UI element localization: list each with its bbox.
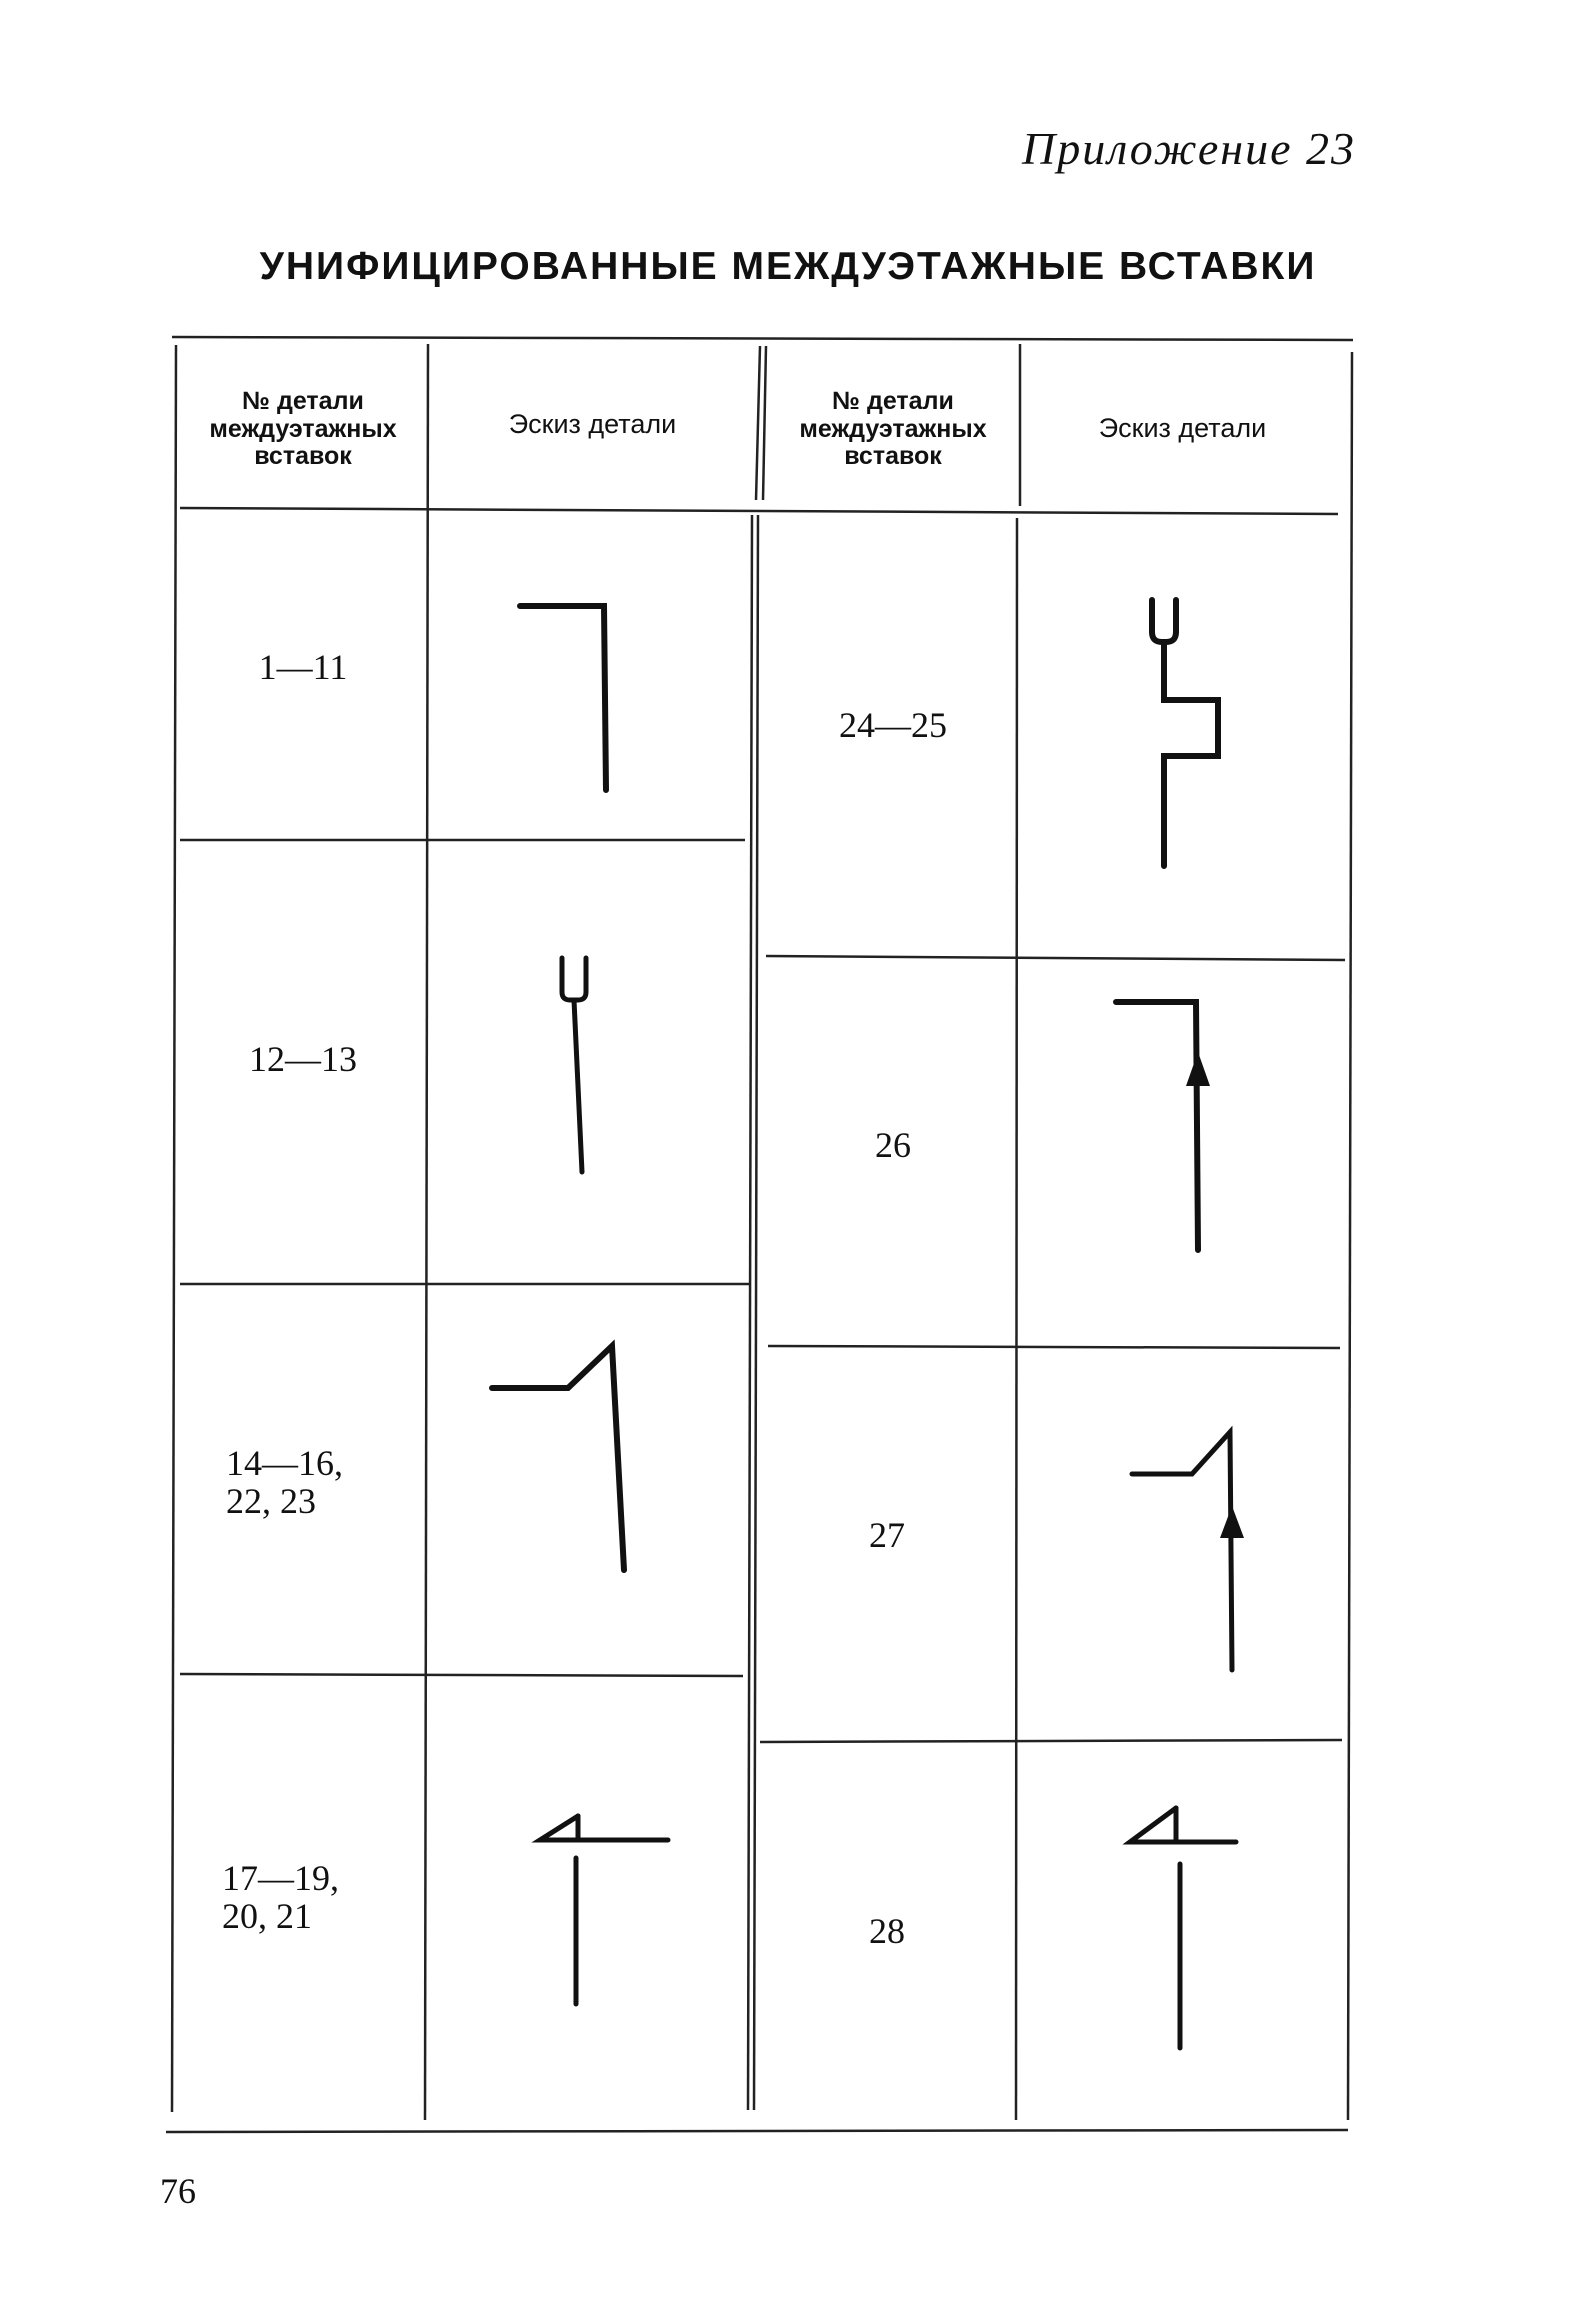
page-number: 76	[160, 2171, 196, 2211]
header-number-right: № детали междуэтажных вставок	[799, 387, 987, 470]
corner-hook-sketch	[520, 606, 606, 790]
triangle-top-sketch-right	[1130, 1808, 1236, 2048]
detail-number-28: 28	[869, 1911, 905, 1951]
header-sketch-right: Эскиз детали	[1098, 413, 1267, 443]
header-sketch-left: Эскиз детали	[508, 409, 677, 439]
page-title: УНИФИЦИРОВАННЫЕ МЕЖДУЭТАЖНЫЕ ВСТАВКИ	[259, 245, 1317, 288]
detail-number-17-21: 17—19, 20, 21	[222, 1858, 339, 1936]
angled-hook-arrow-sketch	[1132, 1432, 1244, 1670]
detail-number-24-25: 24—25	[839, 705, 947, 745]
triangle-top-sketch-left	[540, 1816, 668, 2004]
appendix-label: Приложение 23	[1021, 123, 1356, 174]
header-number-left: № детали междуэтажных вставок	[209, 387, 397, 470]
angled-hook-sketch	[492, 1346, 624, 1570]
detail-number-14-23: 14—16, 22, 23	[226, 1443, 343, 1521]
detail-number-27: 27	[869, 1515, 905, 1555]
detail-number-26: 26	[875, 1125, 911, 1165]
fork-rod-sketch	[562, 958, 586, 1172]
corner-hook-arrow-sketch	[1116, 1002, 1210, 1250]
detail-number-12-13: 12—13	[249, 1039, 357, 1079]
fork-offset-sketch	[1152, 600, 1218, 866]
detail-number-1-11: 1—11	[258, 647, 348, 687]
